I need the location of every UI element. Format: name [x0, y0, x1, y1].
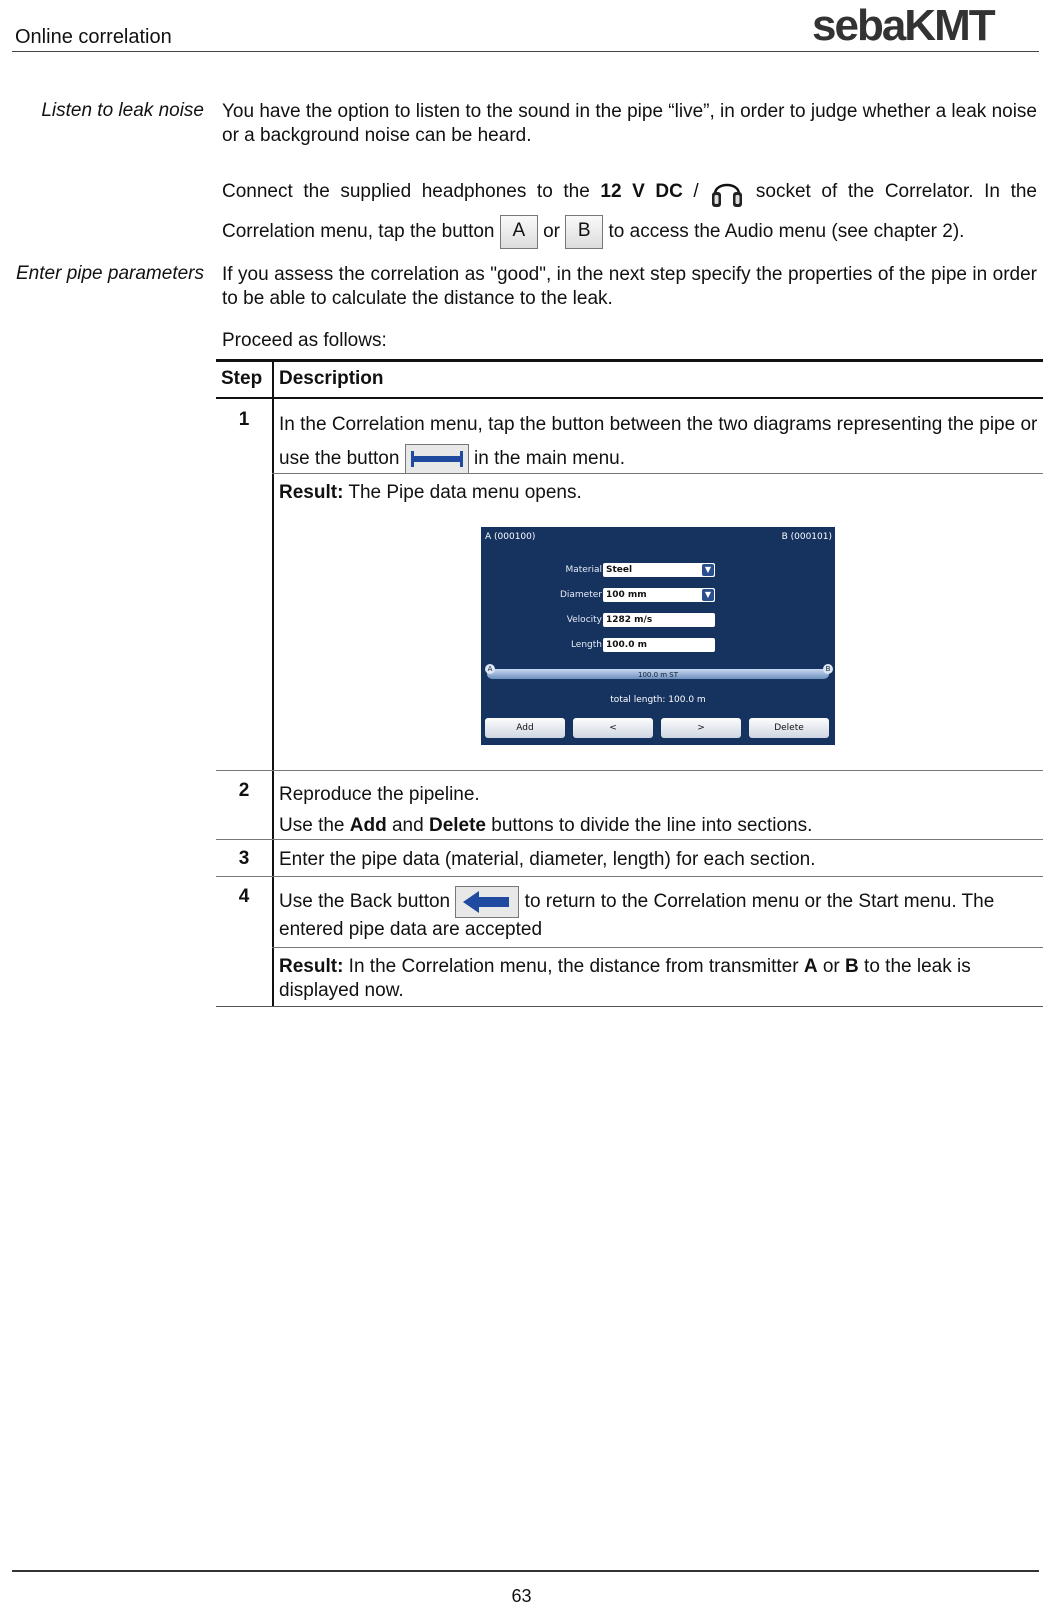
sebakmt-logo [812, 2, 1034, 48]
header-divider [12, 51, 1039, 52]
footer-divider [12, 1570, 1039, 1572]
step-3-text: Enter the pipe data (material, diameter, length) for each section. [279, 849, 816, 870]
chevron-down-icon: ▼ [702, 589, 714, 601]
table-row-rule [272, 473, 1043, 474]
length-label: Length [570, 640, 602, 650]
next-button[interactable]: > [661, 718, 741, 738]
step-number: 4 [238, 886, 250, 907]
pipe-data-button-icon[interactable] [405, 444, 469, 474]
button-b[interactable]: B [565, 215, 603, 249]
step-4-text: Use the Back button to return to the Correlation menu or the Start menu. The entered pipe data are accepted [279, 886, 1039, 942]
material-select[interactable]: Steel ▼ [603, 563, 715, 577]
prev-button[interactable]: < [573, 718, 653, 738]
step-2-text: Reproduce the pipeline. Use the Add and Delete buttons to divide the line into sections. [279, 784, 813, 836]
total-length: total length: 100.0 m [610, 695, 706, 705]
proceed-text: Proceed as follows: [222, 330, 387, 351]
pipe-data-menu-screenshot [481, 527, 835, 745]
table-row-rule [216, 839, 1043, 840]
pipe-end-a: A [485, 664, 495, 674]
pipe-end-b: B [823, 664, 833, 674]
length-field[interactable]: 100.0 m [603, 638, 715, 652]
listen-paragraph-1: You have the option to listen to the sound in the pipe “live”, in order to judge whether a leak noise or a background noise can be heard. [222, 101, 1037, 146]
pipe-params-paragraph: If you assess the correlation as "good", in the next step specify the properties of the pipe in order to be able to calculate the distance to the leak. [222, 264, 1037, 309]
logo-text: sebaKMT [812, 2, 994, 48]
pipe-section-label: 100.0 m ST [637, 671, 679, 679]
step-number: 3 [238, 848, 250, 869]
delete-button[interactable]: Delete [749, 718, 829, 738]
headphones-icon [709, 174, 745, 210]
add-button[interactable]: Add [485, 718, 565, 738]
screen-transmitter-b: B (000101) [781, 532, 832, 542]
table-row-rule [272, 947, 1043, 948]
page-number: 63 [511, 1586, 532, 1606]
diameter-select[interactable]: 100 mm ▼ [603, 588, 715, 602]
step-4-result: Result: In the Correlation menu, the distance from transmitter A or B to the leak is displayed now. [279, 956, 971, 1001]
table-column-divider [272, 359, 274, 1007]
velocity-label: Velocity [566, 615, 602, 625]
step-1-result: Result: The Pipe data menu opens. [279, 482, 582, 503]
step-number: 1 [238, 409, 250, 430]
table-top-rule [216, 359, 1043, 362]
table-header-step: Step [221, 368, 263, 389]
step-1-text: In the Correlation menu, tap the button between the two diagrams representing the pipe or use the button in the main menu. [279, 408, 1039, 476]
material-label: Material [565, 565, 602, 575]
table-header-description: Description [279, 368, 384, 389]
section-label-listen: Listen to leak noise [41, 100, 204, 121]
section-label-pipe-params: Enter pipe parameters [16, 263, 204, 284]
chevron-down-icon: ▼ [702, 564, 714, 576]
diameter-label: Diameter [559, 590, 602, 600]
header-title: Online correlation [15, 26, 172, 48]
velocity-field[interactable]: 1282 m/s [603, 613, 715, 627]
table-bottom-rule [216, 1006, 1043, 1007]
back-arrow-icon[interactable] [455, 886, 519, 918]
table-header-rule [216, 397, 1043, 399]
table-row-rule [216, 770, 1043, 771]
button-a[interactable]: A [500, 215, 538, 249]
step-number: 2 [238, 780, 250, 801]
listen-paragraph-2: Connect the supplied headphones to the 12 V DC / socket of the Correlator. In the Correlation menu, tap the button A or B to access the Audio menu (see chapter 2). [222, 172, 1037, 252]
screen-transmitter-a: A (000100) [485, 532, 536, 542]
table-row-rule [216, 876, 1043, 877]
